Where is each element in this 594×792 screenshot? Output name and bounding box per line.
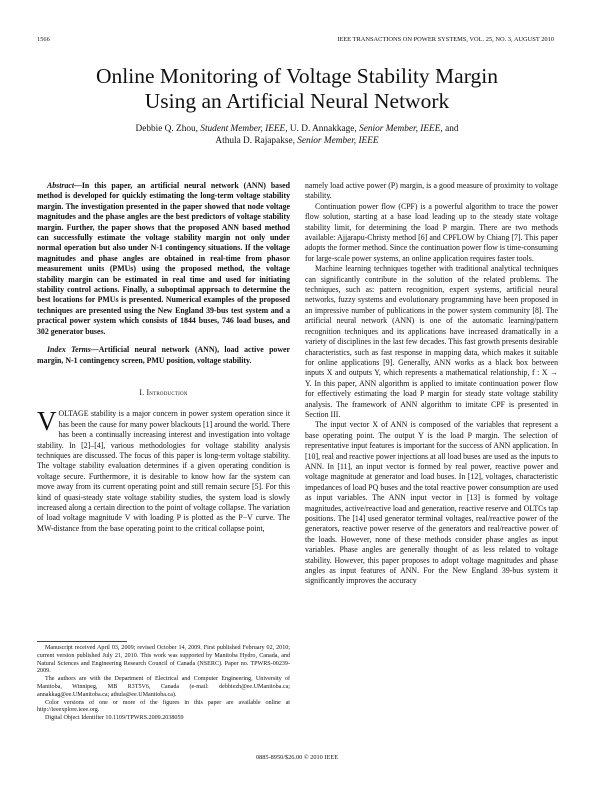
- author-list: [0, 123, 594, 147]
- author-3-role: Senior Member, IEEE: [297, 136, 379, 146]
- footnote-authors: The authors are with the Department of Electrical and Computer Engineering, University of Manitoba, Winnipeg, MB R3T5V6, Canada (e-mail: debbiezh@ee.UManitoba.ca; annakkag@ee.UManitoba.ca; athula@ee.UManitoba.ca).: [37, 676, 290, 698]
- index-terms-label: Index Terms—: [47, 345, 99, 355]
- right-paragraph-4: The input vector X of ANN is composed of the variables that represent a base operating point. The output Y is the load P margin. The selection of representative input features is important for the success of ANN application. In [10], real and reactive power injections at all load buses are used as the inputs to ANN. In [11], an input vector is formed by real power, reactive power and voltage magnitude at generator and load buses. In [12], voltages, characteristic impedances of load PQ buses and the total reactive power consumption are used as input variables. The ANN input vector in [13] is formed by voltage magnitudes, active/reactive load and generation, reactive reserve and OLTCs tap positions. The [14] used generator terminal voltages, real/reactive power of the generators, reactive power reserve of the generators and real/reactive power of the loads. However, none of these methods consider phase angles as input variables. Phase angles are generally thought of as less related to voltage stability. However, this paper proposes to adopt voltage magnitudes and phase angles as input features of ANN. For the New England 39-bus system it significantly improves the accuracy: [305, 420, 558, 586]
- author-2: U. D. Annakkage,: [287, 124, 357, 134]
- paper-title: [0, 64, 594, 114]
- footnote-doi: Digital Object Identifier 10.1109/TPWRS.2009.2038059: [45, 715, 184, 722]
- left-column: [37, 181, 290, 534]
- index-terms: [37, 345, 290, 366]
- author-1: Debbie Q. Zhou,: [135, 124, 198, 134]
- index-terms-text: Artificial neural network (ANN), load active power margin, N-1 contingency screen, PMU position, voltage stability.: [37, 345, 290, 365]
- right-paragraph-1: namely load active power (P) margin, is a good measure of proximity to voltage stability.: [305, 181, 558, 201]
- right-paragraph-3: Machine learning techniques together with traditional analytical techniques can significantly contribute in the solution of the related problems. The techniques, such as: pattern recognition, expert systems, artificial neural networks, fuzzy systems and evolutionary programming have been proposed in an impressive number of publications in the power system community [8]. The artificial neural network (ANN) is one of the automatic learning/pattern recognition techniques and its applications have increased dramatically in a variety of disciplines in the last few decades. This fast growth presents desirable characteristics, such as fast response in mapping data, which makes it suitable for online applications [9]. Generally, ANN works as a black box between inputs X and outputs Y, which represents a mathematical relationship, f : X → Y. In this paper, ANN algorithm is applied to imitate continuation power flow for effectively estimating the load P margin for steady state voltage stability analysis. The framework of ANN algorithm to imitate CPF is presented in Section III.: [305, 264, 558, 419]
- author-line-1: [0, 123, 594, 135]
- intro-paragraph: [37, 406, 290, 534]
- abstract: [37, 181, 290, 337]
- author-and: and: [442, 124, 459, 134]
- abstract-label: Abstract—: [47, 181, 82, 190]
- right-paragraph-2: Continuation power flow (CPF) is a powerful algorithm to trace the power flow solution, starting at a base load leading up to the steady state voltage stability limit, for determining the load P margin. There are two methods available: Ajjarapu-Christy method [6] and CPFLOW by Chiang [7]. This paper adopts the former method. Since the continuation power flow is time-consuming for large-scale power systems, an online application requires faster tools.: [305, 201, 558, 263]
- footnote-color: Color versions of one or more of the figures in this paper are available online at http://ieeexplore.ieee.org.: [37, 699, 290, 714]
- right-column: [305, 181, 558, 587]
- title-line-1: Online Monitoring of Voltage Stability Margin: [96, 64, 498, 88]
- author-3: Athula D. Rajapakse,: [215, 136, 295, 146]
- section-heading-introduction: I. Introduction: [139, 387, 188, 397]
- drop-cap: V: [37, 406, 57, 437]
- footnote-rule: [37, 641, 127, 642]
- title-line-2: Using an Artificial Neural Network: [144, 89, 450, 113]
- footnote-block: [37, 641, 290, 723]
- journal-header: IEEE TRANSACTIONS ON POWER SYSTEMS, VOL. 25, NO. 3, AUGUST 2010: [337, 36, 554, 43]
- abstract-text: In this paper, an artificial neural network (ANN) based method is developed for quickly estimating the long-term voltage stability margin. The investigation presented in the paper showed that node voltage magnitudes and the phase angles are the best predictors of voltage stability margin. Further, the paper shows that the proposed ANN based method can successfully estimate the voltage stability margin not only under normal operation but also under N-1 contingency situations. If the voltage magnitudes and phase angles are obtained in real-time from phasor measurement units (PMUs) using the proposed method, the voltage stability margin can be estimated in real time and used for initiating stability control actions. Finally, a suboptimal approach to determine the best locations for PMUs is presented. Numerical examples of the proposed techniques are presented using the New England 39-bus test system and a practical power system which consists of 1844 buses, 746 load buses, and 302 generator buses.: [37, 181, 290, 336]
- intro-text: OLTAGE stability is a major concern in power system operation since it has been the cause for many power blackouts [1] around the world. There has been a continually increasing interest and investigation into voltage stability. In [2]–[4], various methodologies for voltage stability analysis techniques are discussed. The focus of this paper is long-term voltage stability. The voltage stability evaluation determines if a given operating condition is voltage secure. Furthermore, it is desirable to know how far the system can move away from its current operating point and still remain secure [5]. For this kind of quasi-steady state voltage stability studies, the system load is slowly increased along a certain direction to the point of voltage collapse. The variation of load voltage magnitude V with loading P is plotted as the P−V curve. The MW-distance from the base operating point to the critical collapse point,: [37, 409, 290, 533]
- footnote-manuscript: Manuscript received April 03, 2009; revised October 14, 2009. First published February 02, 2010; current version published July 21, 2010. This work was supported by Manitoba Hydro, Canada, and Natural Sciences and Engineering Research Council of Canada (NSERC). Paper no. TPWRS-00239-2009.: [37, 645, 290, 675]
- author-1-role: Student Member, IEEE,: [200, 124, 288, 134]
- copyright-footer: 0885-8950/$26.00 © 2010 IEEE: [255, 754, 339, 761]
- author-line-2: [0, 135, 594, 147]
- author-2-role: Senior Member, IEEE,: [359, 124, 443, 134]
- page-number: 1566: [37, 36, 50, 43]
